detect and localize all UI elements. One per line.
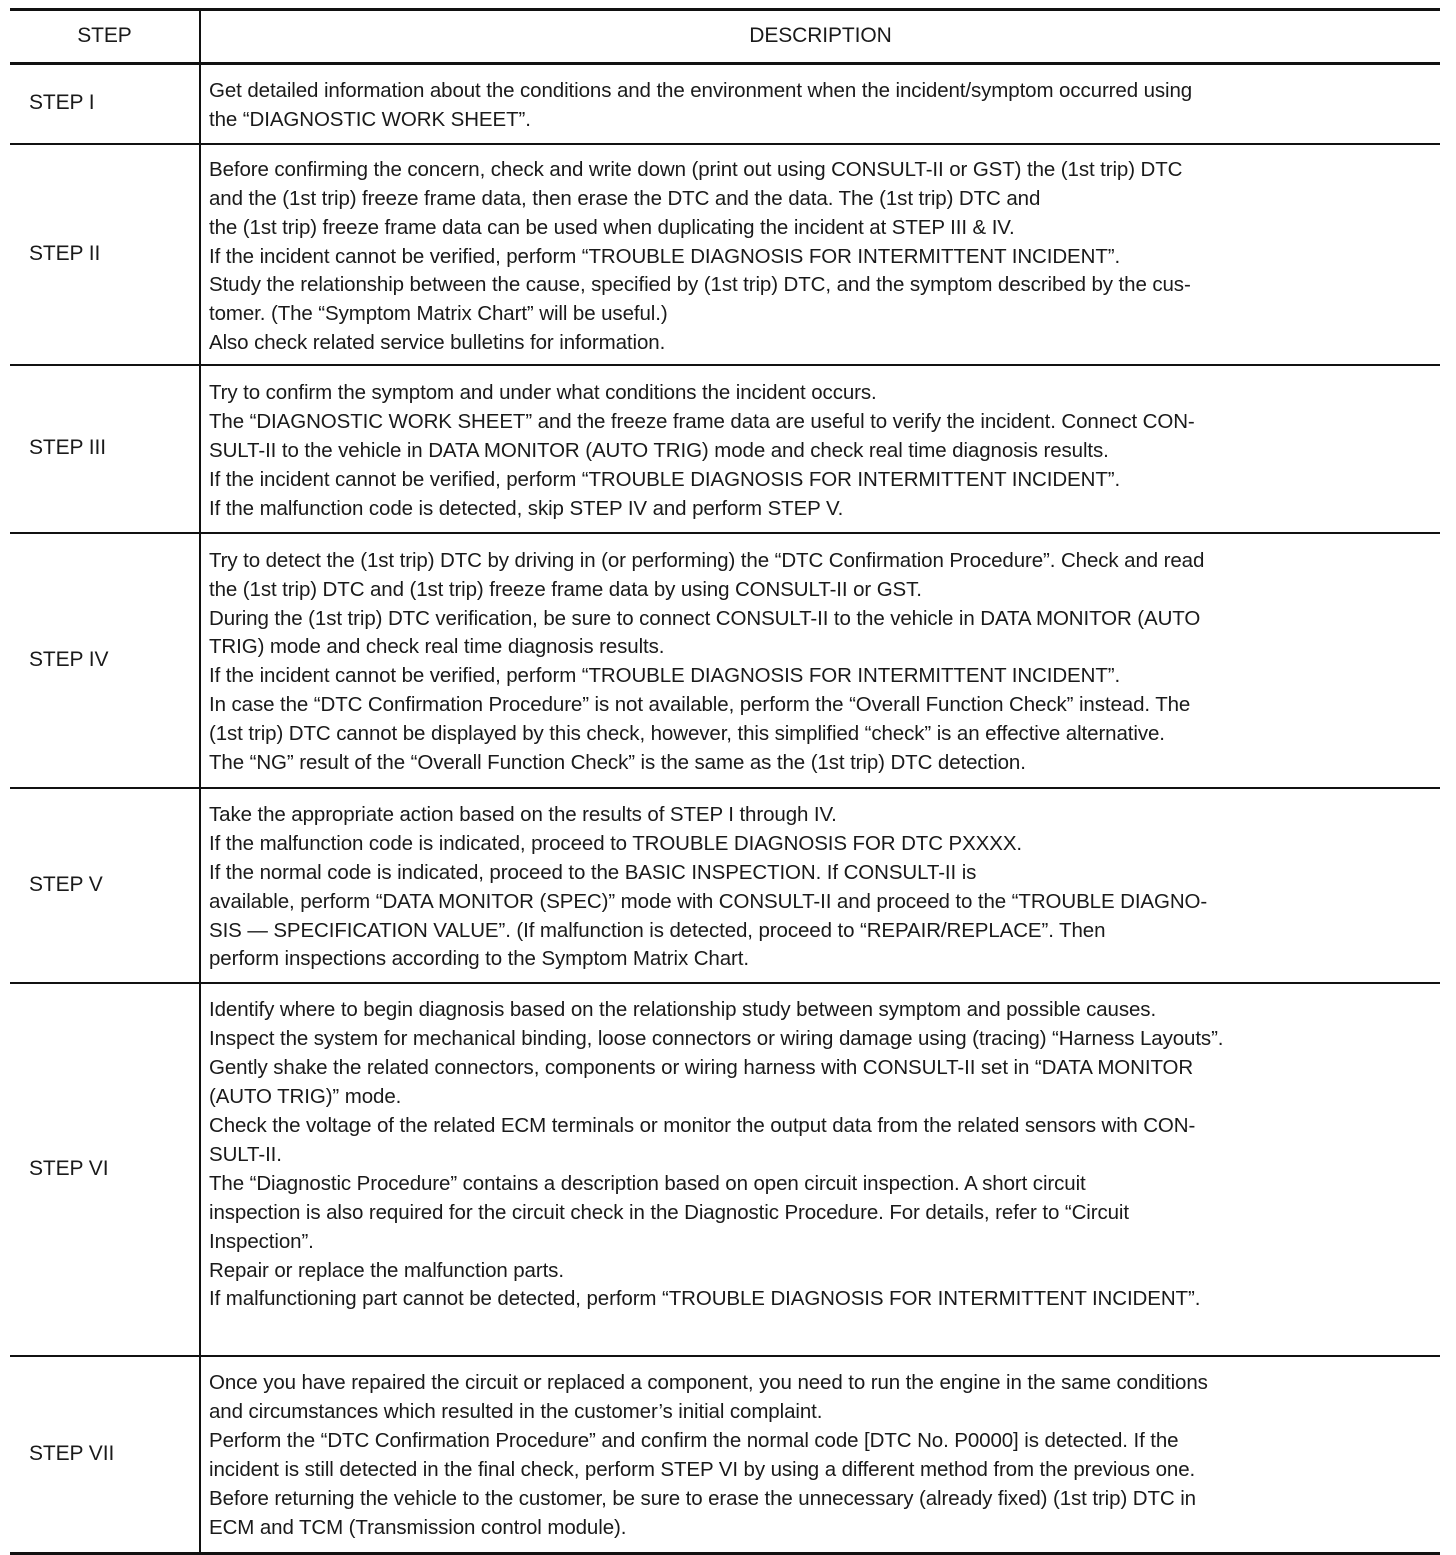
step-description (200, 533, 1440, 788)
step-description (200, 788, 1440, 983)
description-line: Once you have repaired the circuit or replaced a component, you need to run the engine in the same conditions (209, 1371, 1208, 1395)
description-line: ECM and TCM (Transmission control module). (209, 1515, 627, 1539)
step-label: STEP I (10, 64, 200, 144)
step-label: STEP IV (10, 533, 200, 788)
description-line: If the incident cannot be verified, perform “TROUBLE DIAGNOSIS FOR INTERMITTENT INCIDENT”. (209, 244, 1121, 268)
header-step: STEP (10, 10, 200, 64)
description-line: If the incident cannot be verified, perform “TROUBLE DIAGNOSIS FOR INTERMITTENT INCIDENT”. (209, 664, 1121, 688)
table-header-row (10, 10, 1440, 64)
description-line: and the (1st trip) freeze frame data, then erase the DTC and the data. The (1st trip) DTC and (209, 186, 1041, 210)
step-description (200, 365, 1440, 533)
table-row (10, 64, 1440, 144)
table-row (10, 788, 1440, 983)
description-line: Identify where to begin diagnosis based on the relationship study between symptom and possible causes. (209, 998, 1157, 1022)
description-line: The “Diagnostic Procedure” contains a description based on open circuit inspection. A short circuit (209, 1171, 1086, 1195)
step-label: STEP III (10, 365, 200, 533)
description-line: If the normal code is indicated, proceed to the BASIC INSPECTION. If CONSULT-II is (209, 860, 977, 884)
diagnostic-steps-table (10, 8, 1440, 1555)
diagnostic-steps-sheet (10, 8, 1440, 1555)
step-description (200, 983, 1440, 1356)
header-description: DESCRIPTION (200, 10, 1440, 64)
description-line: TRIG) mode and check real time diagnosis results. (209, 635, 665, 659)
description-line: Gently shake the related connectors, components or wiring harness with CONSULT-II set in “DATA MONITOR (209, 1056, 1194, 1080)
description-line: Get detailed information about the conditions and the environment when the incident/symptom occurred using (209, 79, 1193, 102)
description-line: Before returning the vehicle to the customer, be sure to erase the unnecessary (already fixed) (1st trip) DTC in (209, 1486, 1196, 1510)
description-line: inspection is also required for the circuit check in the Diagnostic Procedure. For details, refer to “Circuit (209, 1200, 1129, 1224)
description-line: (AUTO TRIG)” mode. (209, 1085, 402, 1109)
step-label: STEP VII (10, 1356, 200, 1553)
description-line: Before confirming the concern, check and write down (print out using CONSULT-II or GST) the (1st trip) DTC (209, 157, 1183, 181)
description-line: The “DIAGNOSTIC WORK SHEET” and the freeze frame data are useful to verify the incident. Connect CON- (209, 410, 1195, 434)
description-line: Check the voltage of the related ECM terminals or monitor the output data from the related sensors with CON- (209, 1114, 1196, 1137)
step-description (200, 64, 1440, 144)
table-row (10, 983, 1440, 1356)
description-line: Inspect the system for mechanical binding, loose connectors or wiring damage using (tracing) “Harness Layouts”. (209, 1027, 1224, 1051)
description-line: SIS — SPECIFICATION VALUE”. (If malfunction is detected, proceed to “REPAIR/REPLACE”. Then (209, 918, 1106, 942)
table-row (10, 1356, 1440, 1553)
description-line: the (1st trip) DTC and (1st trip) freeze frame data by using CONSULT-II or GST. (209, 577, 922, 601)
step-label: STEP V (10, 788, 200, 983)
step-description (200, 1356, 1440, 1553)
description-line: The “NG” result of the “Overall Function Check” is the same as the (1st trip) DTC detection. (209, 751, 1026, 775)
description-line: If the malfunction code is detected, skip STEP IV and perform STEP V. (209, 496, 844, 520)
description-line: the “DIAGNOSTIC WORK SHEET”. (209, 107, 531, 131)
description-line: SULT-II. (209, 1142, 282, 1166)
step-label: STEP VI (10, 983, 200, 1356)
description-line: Also check related service bulletins for information. (209, 331, 666, 355)
description-line: Take the appropriate action based on the results of STEP I through IV. (209, 802, 837, 826)
description-line: SULT-II to the vehicle in DATA MONITOR (AUTO TRIG) mode and check real time diagnosis results. (209, 438, 1109, 462)
description-line: If malfunctioning part cannot be detected, perform “TROUBLE DIAGNOSIS FOR INTERMITTENT INCIDENT”. (209, 1287, 1201, 1311)
description-line: incident is still detected in the final check, perform STEP VI by using a different method from the previous one. (209, 1458, 1196, 1482)
description-line: Study the relationship between the cause, specified by (1st trip) DTC, and the symptom described by the cus- (209, 273, 1191, 297)
description-line: Inspection”. (209, 1229, 314, 1253)
description-line: Repair or replace the malfunction parts. (209, 1258, 564, 1282)
table-body (10, 64, 1440, 1554)
description-line: During the (1st trip) DTC verification, be sure to connect CONSULT-II to the vehicle in DATA MONITOR (AUTO (209, 606, 1201, 630)
description-line: and circumstances which resulted in the customer’s initial complaint. (209, 1400, 823, 1424)
description-line: perform inspections according to the Symptom Matrix Chart. (209, 947, 749, 971)
description-line: the (1st trip) freeze frame data can be used when duplicating the incident at STEP III & IV. (209, 215, 1015, 239)
description-line: (1st trip) DTC cannot be displayed by this check, however, this simplified “check” is an effective alternative. (209, 722, 1165, 746)
step-description (200, 144, 1440, 365)
description-line: If the incident cannot be verified, perform “TROUBLE DIAGNOSIS FOR INTERMITTENT INCIDENT”. (209, 467, 1121, 491)
description-line: available, perform “DATA MONITOR (SPEC)” mode with CONSULT-II and proceed to the “TROUBLE DIAGNO- (209, 889, 1208, 913)
description-line: Try to detect the (1st trip) DTC by driving in (or performing) the “DTC Confirmation Procedure”. Check and read (209, 548, 1205, 572)
description-line: Perform the “DTC Confirmation Procedure” and confirm the normal code [DTC No. P0000] is detected. If the (209, 1429, 1179, 1453)
description-line: If the malfunction code is indicated, proceed to TROUBLE DIAGNOSIS FOR DTC PXXXX. (209, 831, 1022, 855)
description-line: In case the “DTC Confirmation Procedure” is not available, perform the “Overall Function Check” instead. The (209, 693, 1191, 717)
step-label: STEP II (10, 144, 200, 365)
table-row (10, 365, 1440, 533)
description-line: Try to confirm the symptom and under what conditions the incident occurs. (209, 381, 877, 405)
description-line: tomer. (The “Symptom Matrix Chart” will be useful.) (209, 302, 668, 326)
table-row (10, 533, 1440, 788)
table-row (10, 144, 1440, 365)
